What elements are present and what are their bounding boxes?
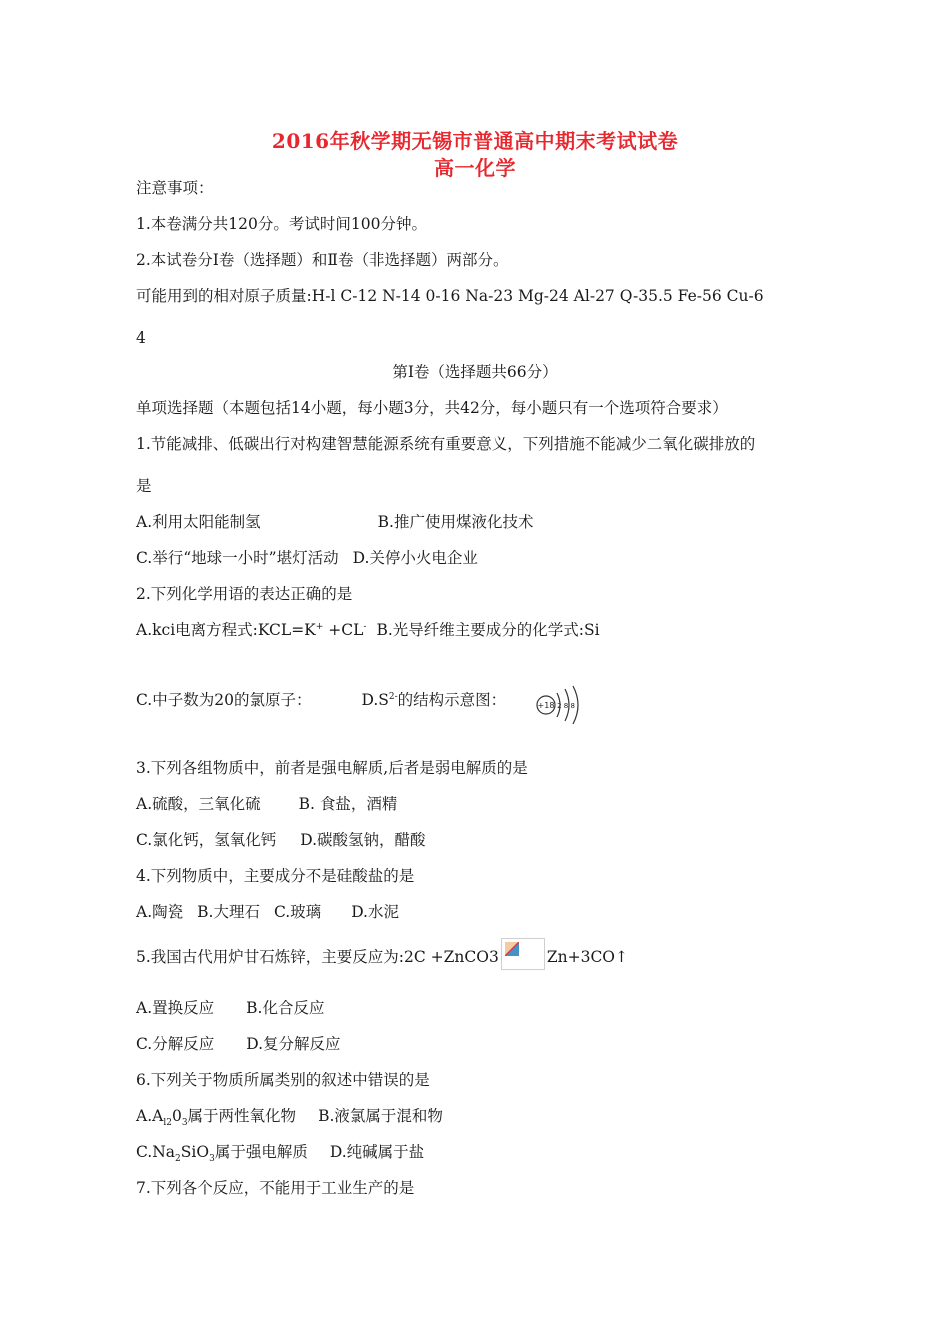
q7-stem: 7.下列各个反应，不能用于工业生产的是 bbox=[136, 1179, 415, 1197]
q5-options-row2 bbox=[136, 1034, 341, 1054]
section-instructions: 单项选择题（本题包括14小题，每小题3分，共42分，每小题只有一个选项符合要求） bbox=[136, 399, 728, 417]
q2-option-d: $D.S^{2-}$的结构示意图： bbox=[361, 691, 507, 709]
q3-option-c: C.氯化钙，氢氧化钙 bbox=[136, 831, 277, 849]
q2-options-row1 bbox=[136, 620, 600, 640]
q3-option-b: B. 食盐，酒精 bbox=[298, 795, 398, 813]
q4-option-d: D.水泥 bbox=[351, 903, 399, 921]
notice-item-2: 2.本试卷分Ⅰ卷（选择题）和Ⅱ卷（非选择题）两部分。 bbox=[136, 251, 509, 269]
notice-heading: 注意事项： bbox=[136, 179, 214, 197]
sulfide-ion-structure-diagram bbox=[533, 683, 585, 727]
q2-options-row2 bbox=[136, 690, 506, 710]
q2-option-c: C.中子数为20的氯原子： bbox=[136, 691, 312, 709]
q5-option-a: A.置换反应 bbox=[136, 999, 215, 1017]
q4-option-b: B.大理石 bbox=[197, 903, 260, 921]
q3-options-row2 bbox=[136, 830, 426, 850]
q5-stem: 5.我国古代用炉甘石炼锌，主要反应为:2C +ZnCO3 Zn+3CO↑ bbox=[136, 942, 628, 974]
q6-options-row1 bbox=[136, 1106, 443, 1129]
atomic-masses: 可能用到的相对原子质量:H-l C-12 N-14 0-16 Na-23 Mg-24 Al-27 Q-35.5 Fe-56 Cu-6 bbox=[136, 287, 764, 305]
q6-option-a: $A.A_{l2}0_3$属于两性氧化物 bbox=[136, 1107, 297, 1129]
q1-option-c: C.举行“地球一小时”堪灯活动 bbox=[136, 549, 339, 567]
q4-stem: 4.下列物质中，主要成分不是硅酸盐的是 bbox=[136, 867, 415, 885]
q5-option-c: C.分解反应 bbox=[136, 1035, 215, 1053]
reaction-condition-image-icon bbox=[501, 938, 545, 970]
q3-options-row1 bbox=[136, 794, 397, 814]
q6-options-row2 bbox=[136, 1142, 425, 1165]
q4-option-c: C.玻璃 bbox=[273, 903, 322, 921]
q1-stem: 1.节能减排、低碳出行对构建智慧能源系统有重要意义，下列措施不能减少二氧化碳排放的 bbox=[136, 435, 756, 453]
atomic-masses-cont: 4 bbox=[136, 329, 146, 347]
nucleus-label: +18 bbox=[537, 701, 555, 710]
q1-option-a: A.利用太阳能制氢 bbox=[136, 513, 261, 531]
q6-option-c: $C.Na_2SiO_3$属于强电解质 bbox=[136, 1143, 308, 1165]
q6-stem: 6.下列关于物质所属类别的叙述中错误的是 bbox=[136, 1071, 430, 1089]
q4-options-row bbox=[136, 902, 399, 922]
q1-options-row1 bbox=[136, 512, 533, 532]
q1-option-d: D.关停小火电企业 bbox=[352, 549, 478, 567]
notice-item-1: 1.本卷满分共120分。考试时间100分钟。 bbox=[136, 215, 427, 233]
q2-stem: 2.下列化学用语的表达正确的是 bbox=[136, 585, 353, 603]
q1-options-row2 bbox=[136, 548, 478, 568]
section-heading: 第Ⅰ卷（选择题共66分） bbox=[392, 363, 558, 381]
q3-option-d: D.碳酸氢钠，醋酸 bbox=[300, 831, 426, 849]
q1-option-b: B.推广使用煤液化技术 bbox=[377, 513, 534, 531]
q3-option-a: A.硫酸，三氧化硫 bbox=[136, 795, 261, 813]
q3-stem: 3.下列各组物质中，前者是强电解质,后者是弱电解质的是 bbox=[136, 759, 528, 777]
q5-options-row1 bbox=[136, 998, 324, 1018]
q1-stem-cont: 是 bbox=[136, 477, 152, 495]
exam-subject: 高一化学 bbox=[434, 156, 516, 180]
exam-title: 2016年秋学期无锡市普通高中期末考试试卷 bbox=[271, 129, 679, 153]
q4-option-a: A.陶瓷 bbox=[136, 903, 184, 921]
shell-electrons: 2 8 8 bbox=[557, 702, 575, 710]
q6-option-d: D.纯碱属于盐 bbox=[329, 1143, 425, 1161]
q6-option-b: B.液氯属于混和物 bbox=[318, 1107, 443, 1125]
q5-option-b: B.化合反应 bbox=[246, 999, 325, 1017]
q2-option-b: B.光导纤维主要成分的化学式:Si bbox=[376, 621, 600, 639]
q5-option-d: D.复分解反应 bbox=[246, 1035, 341, 1053]
q2-option-a: A.kci电离方程式:KCL=K+ +CL- bbox=[136, 621, 367, 639]
